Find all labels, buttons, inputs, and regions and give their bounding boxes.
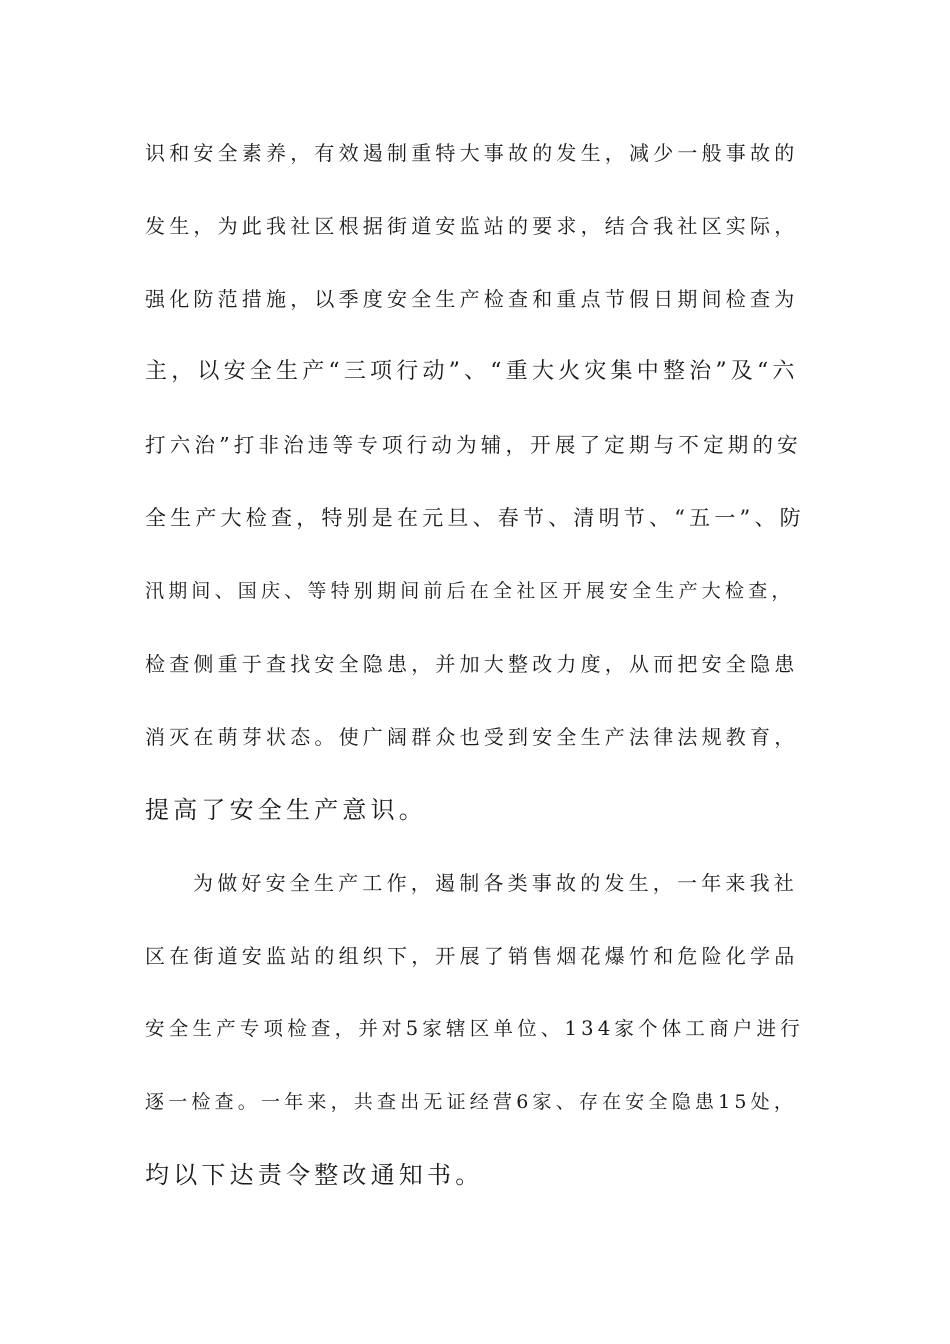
paragraph-line: 发生，为此我社区根据街道安监站的要求，结合我社区实际， (145, 214, 799, 238)
paragraph-line: 检查侧重于查找安全隐患，并加大整改力度，从而把安全隐患 (145, 652, 799, 676)
paragraph-line: 识和安全素养，有效遏制重特大事故的发生，减少一般事故的 (145, 141, 799, 165)
paragraph-line: 消灭在萌芽状态。使广阔群众也受到安全生产法律法规教育， (145, 725, 799, 749)
paragraph-line: 逐一检查。一年来，共查出无证经营6家、存在安全隐患15处， (145, 1091, 798, 1113)
paragraph-line: 汛期间、国庆、等特别期间前后在全社区开展安全生产大检查， (145, 580, 795, 602)
paragraph-line: 打六治”打非治违等专项行动为辅，开展了定期与不定期的安 (145, 433, 802, 457)
paragraph-line: 提高了安全生产意识。 (145, 796, 427, 824)
paragraph-first-line: 为做好安全生产工作，遏制各类事故的发生，一年来我社 (193, 871, 798, 895)
paragraph-line: 均以下达责令整改通知书。 (145, 1161, 484, 1189)
paragraph-line: 全生产大检查，特别是在元旦、春节、清明节、“五一”、防 (145, 506, 805, 530)
paragraph-line: 安全生产专项检查，并对5家辖区单位、134家个体工商户进行 (145, 1017, 804, 1040)
paragraph-line: 区在街道安监站的组织下，开展了销售烟花爆竹和危险化学品 (145, 944, 799, 968)
paragraph-line: 强化防范措施，以季度安全生产检查和重点节假日期间检查为 (145, 287, 799, 311)
paragraph-line: 主，以安全生产“三项行动”、“重大火灾集中整治”及“六 (145, 359, 799, 384)
